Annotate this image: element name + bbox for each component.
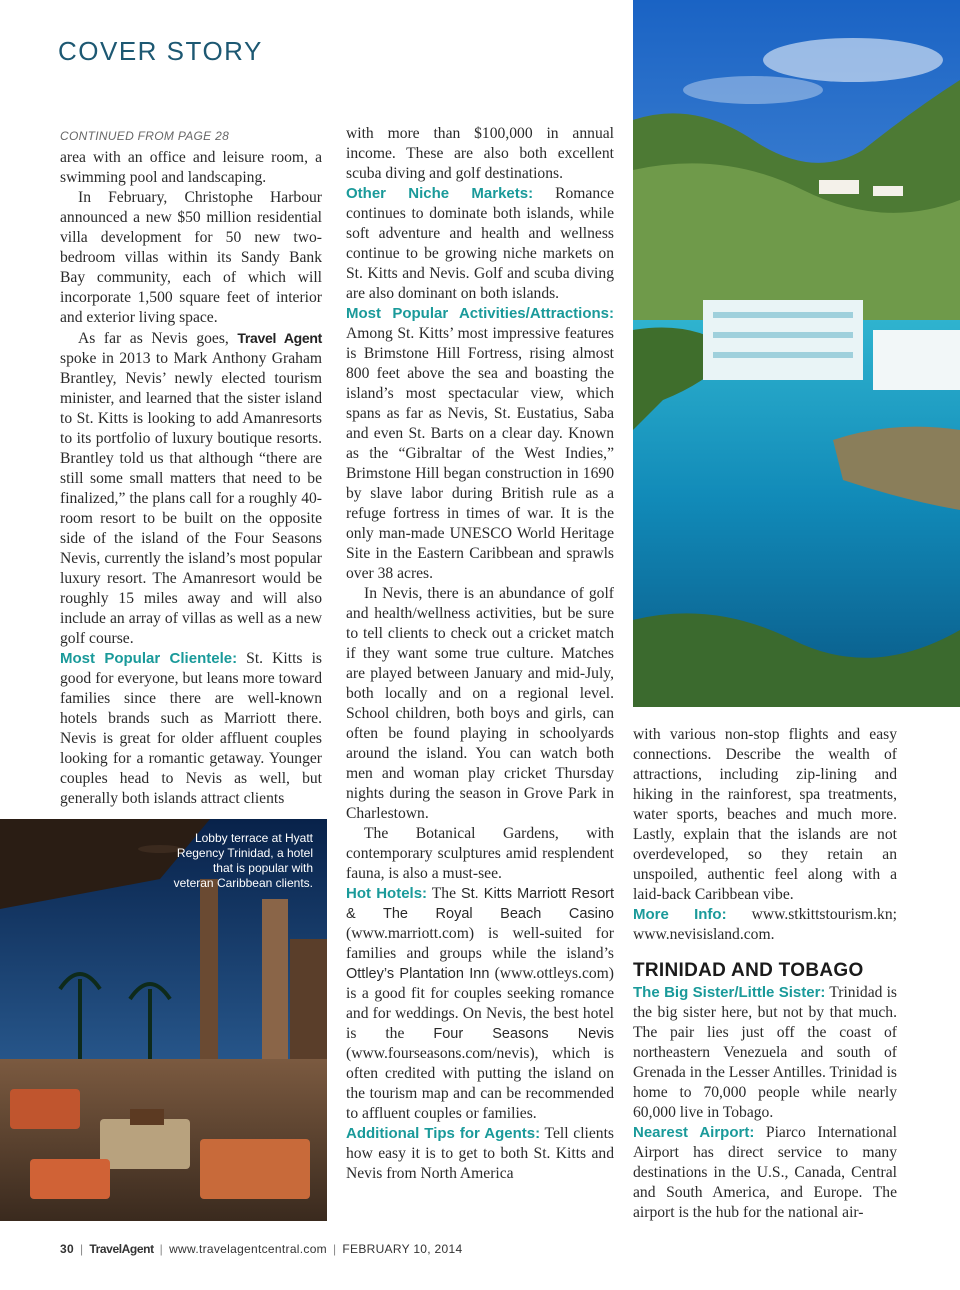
magazine-name: TravelAgent <box>89 1242 154 1256</box>
paragraph: In February, Christophe Harbour announced a new $50 million residential villa development for 50 new two-bedroom villas within its Sandy Bank Bay community, each of which will incorporate 1,500 square feet of interior and exterior living space. <box>60 189 322 326</box>
paragraph: Nearest Airport: Piarco International Airport has direct service to many destinations in the U.S., Canada, Central and South America, and Europe. The airport is the hub for the national air- <box>633 1124 898 1221</box>
run-in-heading: Hot Hotels: <box>346 885 428 902</box>
paragraph: Other Niche Markets: Romance continues to dominate both islands, while soft adventure and health and wellness continue to be growing niche markets on St. Kitts and Nevis. Golf and scuba diving are also dominant on both islands. <box>346 185 614 302</box>
photo-caption: Lobby terrace at Hyatt Regency Trinidad, a hotel that is popular with veteran Caribbean clients. <box>173 831 313 890</box>
run-in-heading: Most Popular Activities/Attractions: <box>346 305 614 322</box>
paragraph: The Big Sister/Little Sister: Trinidad is the big sister here, but not by that much. The pair lies just off the coast of northeastern Venezuela and south of Grenada in the Lesser Antilles. Trinidad is home to 70,000 people while nearly 60,000 live in Tobago. <box>633 984 897 1121</box>
article-column-2 <box>346 124 614 1184</box>
issue-date: FEBRUARY 10, 2014 <box>342 1242 463 1256</box>
magazine-name: Travel Agent <box>237 330 322 346</box>
section-subheading: TRINIDAD AND TOBAGO <box>633 960 864 981</box>
article-column-3 <box>633 725 897 1223</box>
paragraph: Most Popular Clientele: St. Kitts is good for everyone, but leans more toward families since there are well-known hotels brands such as Marriott there. Nevis is great for older affluent couples looking for a romantic getaway. Younger couples head to Nevis as well, but generally both islands attract clients <box>60 650 322 807</box>
run-in-heading: Additional Tips for Agents: <box>346 1125 541 1142</box>
paragraph: Additional Tips for Agents: Tell clients how easy it is to get to both St. Kitts and Nevis from North America <box>346 1125 614 1182</box>
page-footer: 30 | TravelAgent | www.travelagentcentral.com | FEBRUARY 10, 2014 <box>60 1242 463 1256</box>
paragraph: with more than $100,000 in annual income. These are also both excellent scuba diving and golf destinations. <box>346 125 614 182</box>
run-in-heading: The Big Sister/Little Sister: <box>633 984 826 1001</box>
hotel-name: Four Seasons Nevis <box>433 1026 615 1042</box>
page-number: 30 <box>60 1242 74 1256</box>
paragraph: The Botanical Gardens, with contemporary sculptures amid resplendent fauna, is also a must-see. <box>346 825 614 882</box>
paragraph: with various non-stop flights and easy connections. Describe the wealth of attractions, including zip-lining and hiking in the rainforest, spa treatments, water sports, beaches and much more. Lastly, explain that the islands are not overdeveloped, so they retain an unspoiled, authentic feel along with a laid-back Caribbean vibe. <box>633 726 897 903</box>
hotel-name: St. Kitts Marriott Resort & The Royal Beach Casino <box>346 886 615 922</box>
run-in-heading: Nearest Airport: <box>633 1124 755 1141</box>
paragraph: In Nevis, there is an abundance of golf and health/wellness activities, but be sure to tell clients to check out a cricket match if they want some true culture. Matches are played between January and mid-July, both locally and on a regional level. School children, both boys and girls, can often be found playing in schoolyards around the island. You can watch both men and woman play cricket Thursday nights during the season in Grove Park in Charlestown. <box>346 585 614 822</box>
paragraph: More Info: www.stkittstourism.kn; www.nevisisland.com. <box>633 906 897 943</box>
paragraph: As far as Nevis goes, Travel Agent spoke in 2013 to Mark Anthony Graham Brantley, Nevis’ newly elected tourism minister, and learned that the sister island to St. Kitts is looking to add Amanresorts to its portfolio of luxury boutique resorts. Brantley told us that although “there are still some small matters that need to be finalized,” the plans call for a roughly 40-room resort to be built on the opposite side of the island of the Four Seasons Nevis, currently the island’s most popular luxury resort. The Amanresort would be roughly 15 miles away and will also include an array of villas as well as a new golf course. <box>60 330 322 647</box>
lobby-photo <box>0 819 327 1221</box>
run-in-heading: Most Popular Clientele: <box>60 650 238 667</box>
resort-illustration <box>633 0 960 707</box>
paragraph: area with an office and leisure room, a swimming pool and landscaping. <box>60 149 322 186</box>
paragraph: Most Popular Activities/Attractions: Among St. Kitts’ most impressive features is Brimstone Hill Fortress, rising almost 800 feet above the sea and boasting the island’s most spectacular view, which spans as far as Nevis, St. Eustatius, Saba and even St. Barts on a clear day. Known as the “Gibraltar of the West Indies,” Brimstone Hill began construction in 1690 by slave labor during British rule as a refuge fortress in times of war. It is the only man-made UNESCO World Heritage Site in the Eastern Caribbean and sprawls over 38 acres. <box>346 305 614 582</box>
continued-label: CONTINUED FROM PAGE 28 <box>60 129 230 143</box>
section-title: COVER STORY <box>58 36 263 66</box>
hotel-name: Ottley’s Plantation Inn <box>346 966 490 982</box>
article-column-1 <box>60 124 322 809</box>
footer-url[interactable]: www.travelagentcentral.com <box>169 1242 327 1256</box>
paragraph: Hot Hotels: The St. Kitts Marriott Resort & The Royal Beach Casino (www.marriott.com) is well-suited for families and groups while the island’s Ottley’s Plantation Inn (www.ottleys.com) is a good fit for couples seeking romance and for weddings. On Nevis, the best hotel is the Four Seasons Nevis (www.fourseasons.com/nevis), which is often credited with putting the island on the tourism map and can be recommended to affluent couples or families. <box>346 885 615 1122</box>
resort-photo <box>633 0 960 707</box>
run-in-heading: More Info: <box>633 906 727 923</box>
run-in-heading: Other Niche Markets: <box>346 185 534 202</box>
